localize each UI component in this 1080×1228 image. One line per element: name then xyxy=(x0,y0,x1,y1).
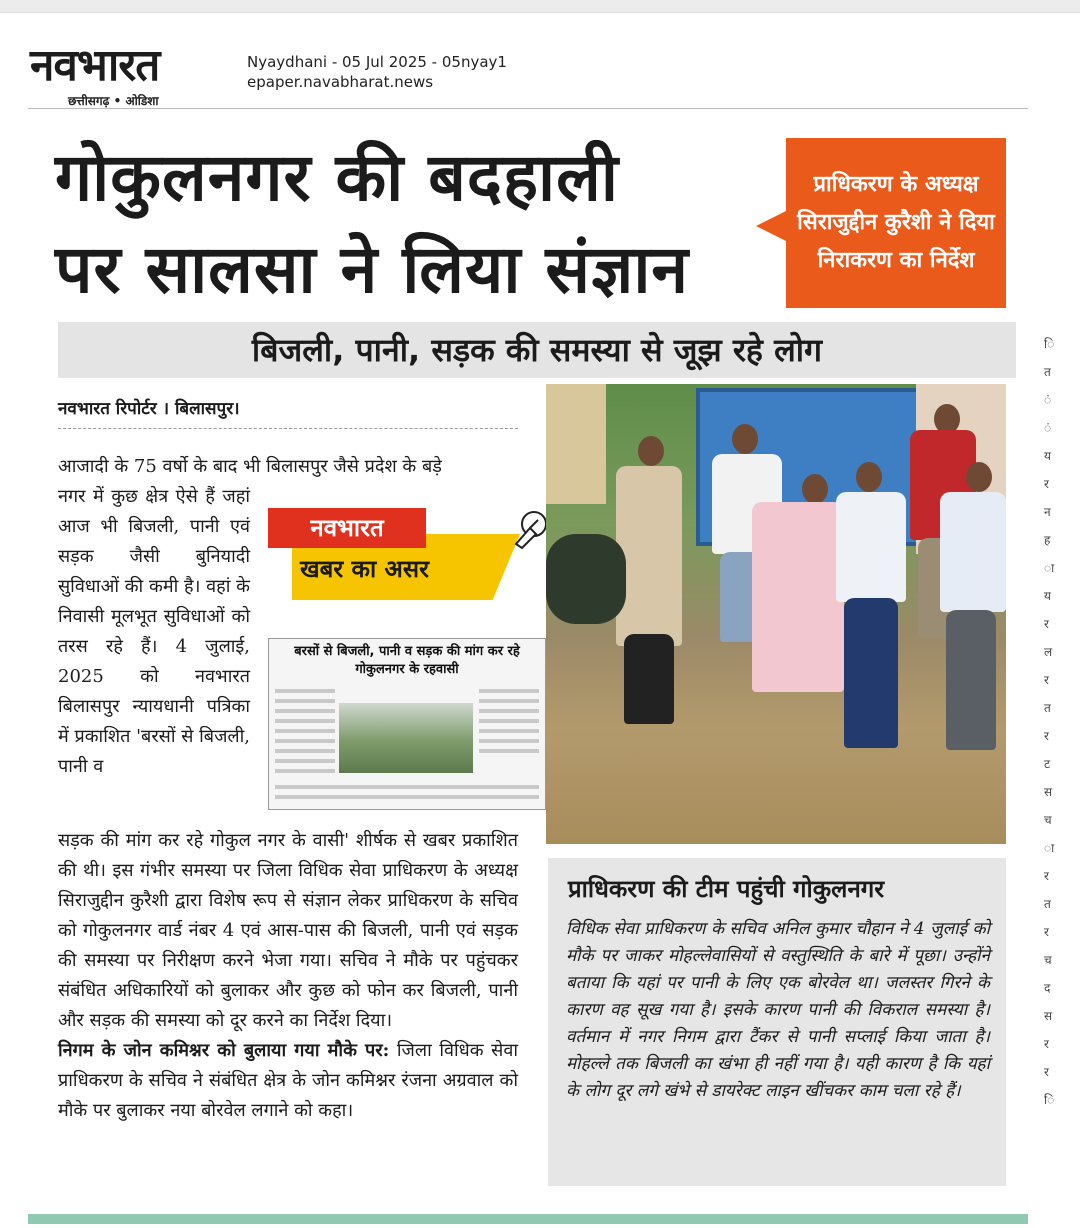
article-body-para-1: सड़क की मांग कर रहे गोकुल नगर के वासी' शीर्षक से खबर प्रकाशित की थी। इस गंभीर समस्या पर जिला विधिक सेवा प्राधिकरण के अध्यक्ष सिराजुद्दीन कुरैशी द्वारा विशेष रूप से संज्ञान लेकर प्राधिकरण के सचिव को गोकुलनगर वार्ड नंबर 4 एवं आस-पास की बिजली, पानी एवं सड़क की समस्या पर निरीक्षण करने भेजा गया। सचिव ने मौके पर पहुंचकर संबंधित अधिकारियों को बुलाकर और कुछ को फोन कर बिजली, पानी और सड़क की समस्या को दूर करने का निर्देश दिया। xyxy=(58,830,518,1031)
photo-person xyxy=(946,610,996,750)
main-headline xyxy=(55,132,775,316)
masthead-logo xyxy=(30,40,230,110)
sidebar-title: प्राधिकरण की टीम पहुंची गोकुलनगर xyxy=(568,875,885,903)
clipping-text-line xyxy=(479,689,539,693)
photo-person xyxy=(836,492,906,602)
clipping-text-line xyxy=(275,709,335,713)
sidebar-box xyxy=(548,858,1006,1186)
clipping-text-line xyxy=(275,729,335,733)
adjacent-column-edge: ि त ं ं य र न ह ा य र ल र त र ट स च ा र त र च द स र र ि xyxy=(1044,337,1055,1107)
viewer-bottom-strip xyxy=(28,1214,1028,1224)
article-photo xyxy=(546,384,1006,844)
clipping-text-line xyxy=(275,749,335,753)
article-body-first-line: आजादी के 75 वर्षो के बाद भी बिलासपुर जैसे प्रदेश के बड़े xyxy=(58,456,442,477)
badge-top-label: नवभारत xyxy=(268,508,426,548)
photo-person-head xyxy=(802,474,828,504)
clipping-text-line xyxy=(479,739,539,743)
logo-region: छत्तीसगढ़ • ओडिशा xyxy=(68,94,159,108)
clipping-text-line xyxy=(479,729,539,733)
photo-person-head xyxy=(638,436,664,466)
article-body-wide xyxy=(58,826,518,1126)
photo-person xyxy=(844,598,898,748)
edition-site: epaper.navabharat.news xyxy=(247,73,434,91)
article-subhead-zone-commissioner: निगम के जोन कमिश्नर को बुलाया गया मौके पर: xyxy=(58,1040,390,1061)
photo-person xyxy=(940,492,1006,612)
clipping-text-line xyxy=(479,719,539,723)
article-body-para-2: जिला विधिक सेवा प्राधिकरण के सचिव ने संबंधित क्षेत्र के जोन कमिश्नर रंजना अग्रवाल को मौके पर बुलाकर नया बोरवेल लगाने को कहा। xyxy=(58,1040,518,1121)
clipping-text-line xyxy=(275,759,335,763)
photo-signboard xyxy=(546,384,606,504)
callout-pointer xyxy=(756,210,788,242)
pen-icon xyxy=(508,510,548,550)
clipping-text-line xyxy=(275,719,335,723)
sidebar-text: विधिक सेवा प्राधिकरण के सचिव अनिल कुमार चौहान ने 4 जुलाई को मौके पर जाकर मोहल्लेवासियों से वस्तुस्थिति के बारे में पूछा। उन्होंने बताया कि यहां पर पानी के लिए एक बोरवेल था। जलस्तर गिरने के कारण वह सूख गया है। इसके कारण पानी की विकराल समस्या है। वर्तमान में नगर निगम द्वारा टैंकर से पानी सप्लाई किया जाता है। मोहल्ले तक बिजली का खंभा ही नहीं गया है। यही कारण है कि यहां के लोग दूर लगे खंभे से डायरेक्ट लाइन खींचकर काम चला रहे हैं। xyxy=(566,919,990,1101)
clipping-headline: बरसों से बिजली, पानी व सड़क की मांग कर रहे गोकुलनगर के रहवासी xyxy=(294,644,520,677)
article-body-narrow: नगर में कुछ क्षेत्र ऐसे हैं जहां आज भी बिजली, पानी एवं सड़क जैसी बुनियादी सुविधाओं की कमी है। वहां के निवासी मूलभूत सुविधाओं को तरस रहे हैं। 4 जुलाई, 2025 को नवभारत बिलासपुर न्यायधानी पत्रिका में प्रकाशित 'बरसों से बिजली, पानी व xyxy=(58,486,251,777)
photo-motorcycle xyxy=(546,534,626,624)
edition-line: Nyaydhani - 05 Jul 2025 - 05nyay1 xyxy=(247,53,507,71)
clipping-text-line xyxy=(275,739,335,743)
clipping-text-line xyxy=(275,699,335,703)
photo-person-head xyxy=(966,462,992,492)
photo-person-head xyxy=(856,462,882,492)
clipping-text-line xyxy=(479,749,539,753)
clipping-text-line xyxy=(275,769,335,773)
newspaper-logo: नवभारत xyxy=(30,40,160,91)
clipping-text-line xyxy=(479,709,539,713)
clipping-photo xyxy=(339,703,473,773)
viewer-top-strip xyxy=(0,0,1080,13)
impact-badge xyxy=(268,508,520,602)
photo-person xyxy=(752,502,844,692)
headline-line-1: गोकुलनगर की बदहाली xyxy=(55,139,619,216)
clipping-text-line xyxy=(275,785,539,789)
previous-news-clipping xyxy=(268,638,546,810)
edition-info xyxy=(247,52,507,92)
photo-person xyxy=(616,466,682,646)
callout-box xyxy=(786,138,1006,308)
photo-person-head xyxy=(732,424,758,454)
byline: नवभारत रिपोर्टर । बिलासपुर। xyxy=(58,399,240,419)
photo-person xyxy=(624,634,674,724)
callout-text: प्राधिकरण के अध्यक्ष सिराजुद्दीन कुरैशी ने दिया निराकरण का निर्देश xyxy=(797,172,995,273)
clipping-text-line xyxy=(275,689,335,693)
byline-divider xyxy=(58,428,518,429)
clipping-text-line xyxy=(275,795,539,799)
subheadline: बिजली, पानी, सड़क की समस्या से जूझ रहे लोग xyxy=(58,322,1016,378)
headline-line-2: पर सालसा ने लिया संज्ञान xyxy=(55,231,690,308)
masthead-divider xyxy=(28,108,1028,109)
badge-bottom-label: खबर का असर xyxy=(300,555,429,583)
clipping-text-line xyxy=(479,699,539,703)
